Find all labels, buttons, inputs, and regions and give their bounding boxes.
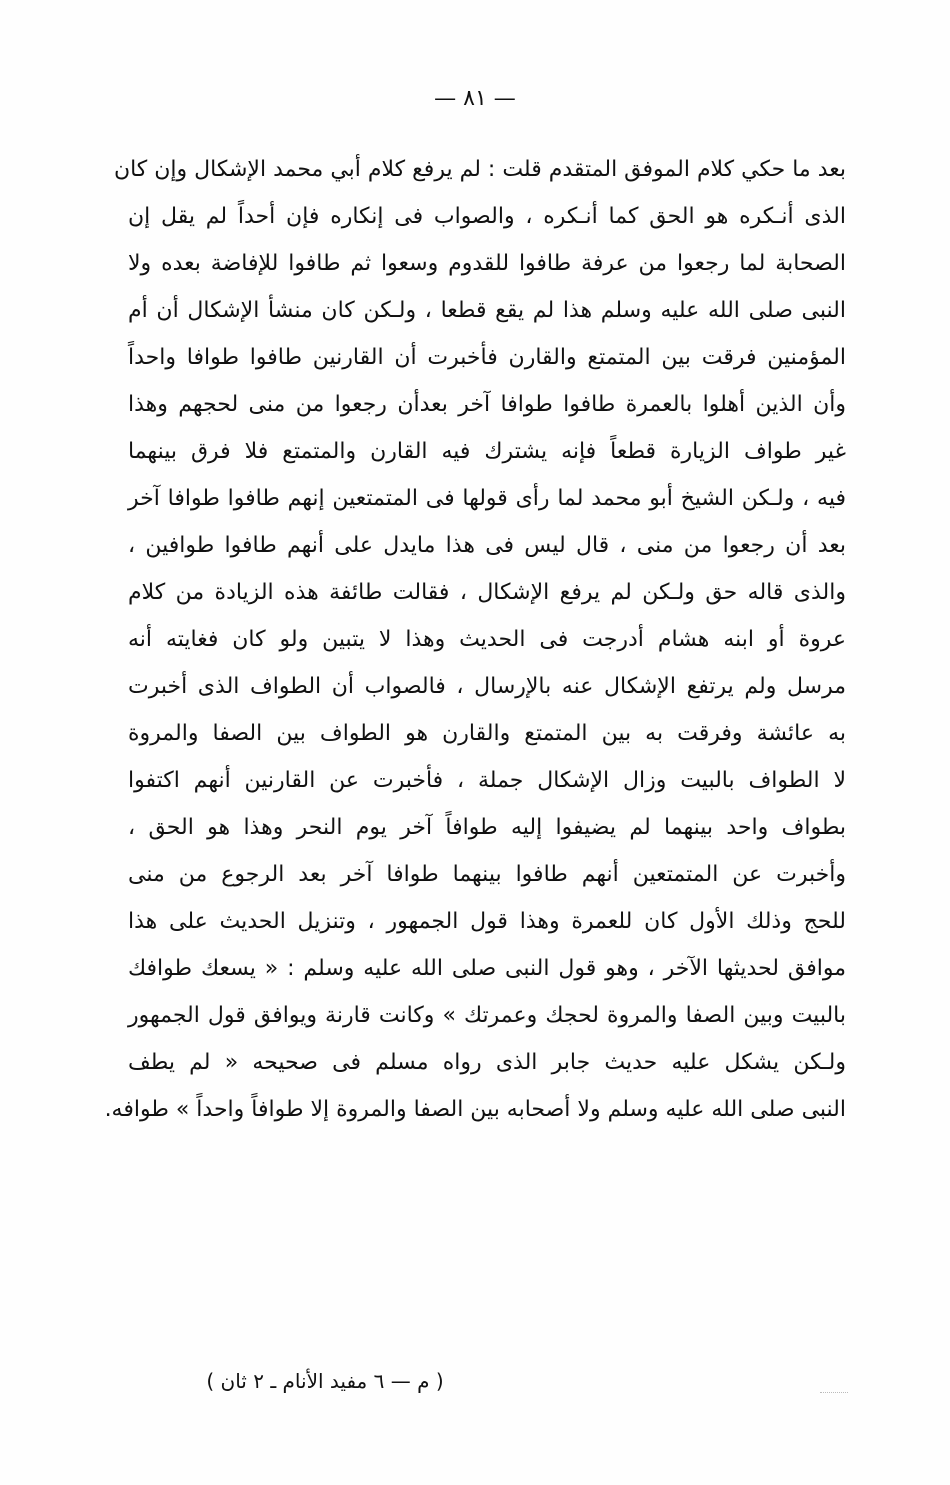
body-text	[104, 146, 846, 1133]
footer-signature: ( م — ٦ مفيد الأنام ـ ٢ ثان )	[206, 1369, 444, 1393]
text-line: لا الطواف بالبيت وزال الإشكال جملة ، فأخبرت عن القارنين أنهم اكتفوا	[128, 768, 846, 793]
text-line: وأخبرت عن المتمتعين أنهم طافوا بينهما طوافا آخر بعد الرجوع من منى	[128, 862, 846, 887]
text-line: الذى أنـكره هو الحق كما أنـكره ، والصواب فى إنكاره فإن أحداً لم يقل إن	[128, 204, 846, 229]
text-line: المؤمنين فرقت بين المتمتع والقارن فأخبرت أن القارنين طافوا طوافا واحداً	[128, 345, 846, 370]
text-line: موافق لحديثها الآخر ، وهو قول النبى صلى الله عليه وسلم : « يسعك طوافك	[128, 956, 846, 981]
text-line: النبى صلى الله عليه وسلم هذا لم يقع قطعا ، ولـكن كان منشأ الإشكال أن أم	[128, 298, 846, 323]
text-line: عروة أو ابنه هشام أدرجت فى الحديث وهذا لا يتبين ولو كان فغايته أنه	[128, 627, 846, 652]
page-number: — ٨١ —	[434, 86, 516, 111]
text-line: بطواف واحد بينهما لم يضيفوا إليه طوافاً آخر يوم النحر وهذا هو الحق ،	[128, 815, 846, 840]
text-line: مرسل ولم يرتفع الإشكال عنه بالإرسال ، فالصواب أن الطواف الذى أخبرت	[128, 674, 846, 699]
text-line: غير طواف الزيارة قطعاً فإنه يشترك فيه القارن والمتمتع فلا فرق بينهما	[128, 439, 846, 464]
text-line: النبى صلى الله عليه وسلم ولا أصحابه بين الصفا والمروة إلا طوافاً واحداً » طوافه.	[104, 1097, 846, 1122]
text-line: الصحابة لما رجعوا من عرفة طافوا للقدوم وسعوا ثم طافوا للإفاضة بعده ولا	[128, 251, 846, 276]
text-line: والذى قاله حق ولـكن لم يرفع الإشكال ، فقالت طائفة هذه الزيادة من كلام	[128, 580, 846, 605]
text-line: ولـكن يشكل عليه حديث جابر الذى رواه مسلم فى صحيحه « لم يطف	[128, 1050, 846, 1075]
text-line: بعد أن رجعوا من منى ، قال ليس فى هذا مايدل على أنهم طافوا طوافين ،	[128, 533, 846, 558]
text-line: فيه ، ولـكن الشيخ أبو محمد لما رأى قولها فى المتمتعين إنهم طافوا طوافا آخر	[128, 486, 846, 511]
text-line: للحج وذلك الأول كان للعمرة وهذا قول الجمهور ، وتنزيل الحديث على هذا	[128, 909, 846, 934]
text-line: وأن الذين أهلوا بالعمرة طافوا طوافا آخر بعدأن رجعوا من منى لحجهم وهذا	[128, 392, 846, 417]
text-line: بالبيت وبين الصفا والمروة لحجك وعمرتك » وكانت قارنة ويوافق قول الجمهور	[128, 1003, 846, 1028]
scan-mark	[820, 1392, 848, 1393]
text-line: به عائشة وفرقت به بين المتمتع والقارن هو الطواف بين الصفا والمروة	[128, 721, 846, 746]
text-line: بعد ما حكي كلام الموفق المتقدم قلت : لم يرفع كلام أبي محمد الإشكال وإن كان	[113, 157, 846, 182]
